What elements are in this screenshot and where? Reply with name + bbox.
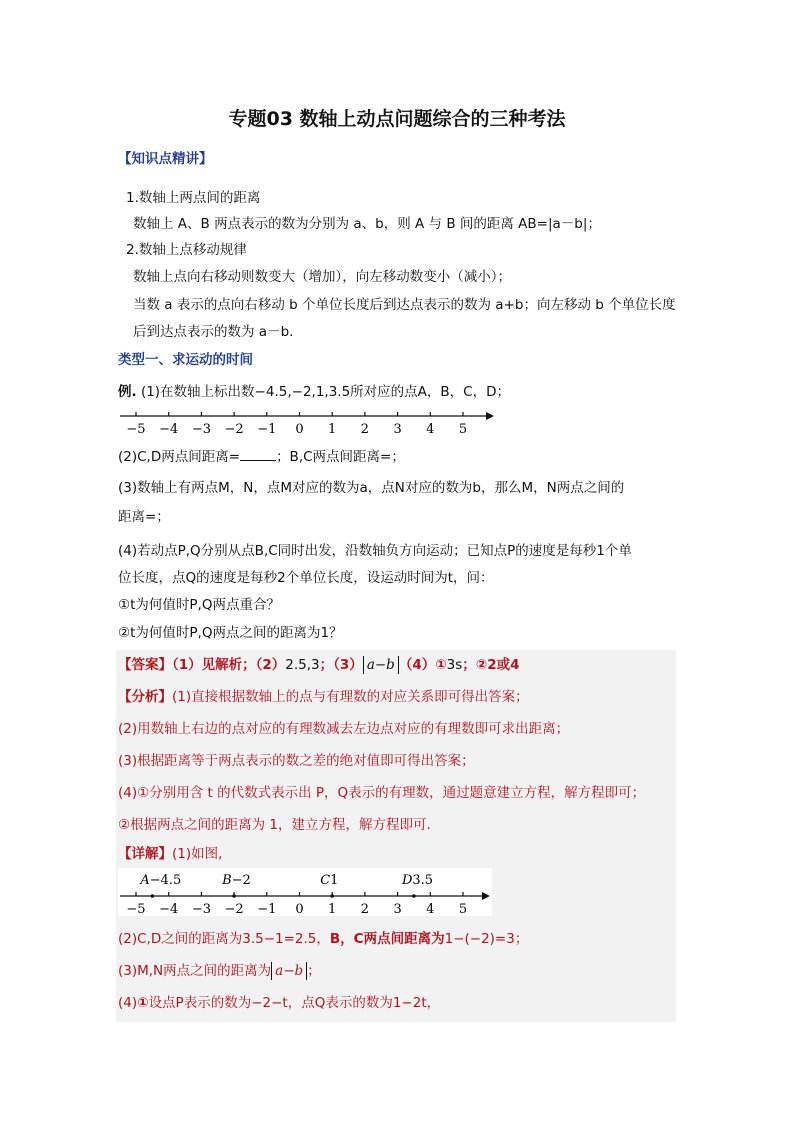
axis-tick-label: 0 <box>295 902 304 916</box>
axis-tick-label: −5 <box>126 422 146 436</box>
axis-tick-label: 2 <box>360 422 370 436</box>
axis-tick-label: 0 <box>295 422 304 436</box>
knowledge-point-2-body-2: 当数 a 表示的点向右移动 b 个单位长度后到达点表示的数为 a+b；向左移动 b 个单位长度 <box>133 297 676 313</box>
axis-tick-label: 1 <box>328 902 337 916</box>
detail-line-2: (2)C,D之间的距离为3.5−1=2.5，B，C两点间距离为1−(−2)=3； <box>118 931 529 947</box>
page-title: 专题03 数轴上动点问题综合的三种考法 <box>228 108 566 130</box>
analysis-line-4: (4)①分别用含 t 的代数式表示出 P，Q表示的有理数，通过题意建立方程，解方程即可； <box>118 785 646 801</box>
detail-line-3: (3)M,N两点之间的距离为 a−b ； <box>118 963 321 979</box>
axis-tick-label: −3 <box>191 902 211 916</box>
axis-tick-label: 4 <box>426 422 435 436</box>
axis-tick-label: 2 <box>360 902 370 916</box>
analysis-line-1: 【分析】(1)直接根据数轴上的点与有理数的对应关系即可得出答案； <box>118 689 529 705</box>
axis-tick-label: 3 <box>393 902 402 916</box>
point-label: C1 <box>320 873 339 888</box>
number-line-solution-points <box>139 873 433 898</box>
axis-tick-label: 3 <box>393 422 402 436</box>
analysis-line-3: (3)根据距离等于两点表示的数之差的绝对值即可得出答案； <box>118 753 475 769</box>
axis-tick-label: −4 <box>159 902 179 916</box>
axis-tick-label: 1 <box>328 422 337 436</box>
point-label: A−4.5 <box>140 873 182 888</box>
axis-tick-label: −1 <box>257 422 277 436</box>
example-label: 例. <box>118 384 137 400</box>
knowledge-point-2-body-3: 后到达点表示的数为 a－b. <box>133 324 294 340</box>
example-question-1-text: (1)在数轴上标出数−4.5,−2,1,3.5所对应的点A，B，C，D； <box>140 384 510 400</box>
example-question-4-sub-1: ①t为何值时P,Q两点重合？ <box>118 597 280 613</box>
number-line-solution <box>118 868 492 916</box>
example-question-3-line-1: (3)数轴上有两点M，N，点M对应的数为a，点N对应的数为b，那么M，N两点之间的 <box>118 480 625 496</box>
axis-tick-label: −3 <box>191 422 211 436</box>
knowledge-heading: 【知识点精讲】 <box>118 151 213 167</box>
point-label: D3.5 <box>401 873 434 888</box>
axis-tick-label: 5 <box>458 902 468 916</box>
axis-tick-label: −5 <box>126 902 146 916</box>
axis-tick-label: −1 <box>257 902 277 916</box>
knowledge-point-1-body: 数轴上 A、B 两点表示的数为分别为 a、b，则 A 与 B 间的距离 AB=|a－b|； <box>133 216 601 232</box>
knowledge-point-2-heading: 2.数轴上点移动规律 <box>126 242 247 258</box>
example-question-3-line-2: 距离=； <box>118 509 170 525</box>
axis-tick-label: 5 <box>458 422 468 436</box>
knowledge-point-1-heading: 1.数轴上两点间的距离 <box>126 190 261 206</box>
point-label: B−2 <box>222 873 251 888</box>
analysis-line-2: (2)用数轴上右边的点对应的有理数减去左边点对应的有理数即可求出距离； <box>118 721 570 737</box>
example-question-4-sub-2: ②t为何值时P,Q两点之间的距离为1？ <box>118 625 343 641</box>
axis-tick-label: −2 <box>224 422 244 436</box>
axis-tick-label: 4 <box>426 902 435 916</box>
example-question-4-line-2: 位长度，点Q的速度是每秒2个单位长度，设运动时间为t，问： <box>118 570 494 586</box>
type-1-heading: 类型一、求运动的时间 <box>118 352 253 368</box>
axis-tick-label: −4 <box>159 422 179 436</box>
analysis-line-5: ②根据两点之间的距离为 1，建立方程，解方程即可. <box>118 817 431 833</box>
example-question-1 <box>118 383 510 401</box>
knowledge-point-2-body-1: 数轴上点向右移动则数变大（增加），向左移动数变小（减小）； <box>133 269 511 285</box>
answer-line: 【答案】（1）见解析；（2）2.5,3；（3） a−b （4）①3s；②2或4 <box>118 657 520 673</box>
answer-blank[interactable] <box>240 446 276 461</box>
example-question-4-line-1: (4)若动点P,Q分别从点B,C同时出发，沿数轴负方向运动；已知点P的速度是每秒1个单 <box>118 543 632 559</box>
detail-line-4: (4)①设点P表示的数为−2−t，点Q表示的数为1−2t， <box>118 995 441 1011</box>
axis-tick-label: −2 <box>224 902 244 916</box>
detail-line-1: 【详解】(1)如图, <box>118 846 223 862</box>
example-question-2: (2)C,D两点间距离= ；B,C两点间距离=； <box>118 446 405 466</box>
number-line-question <box>118 402 498 436</box>
